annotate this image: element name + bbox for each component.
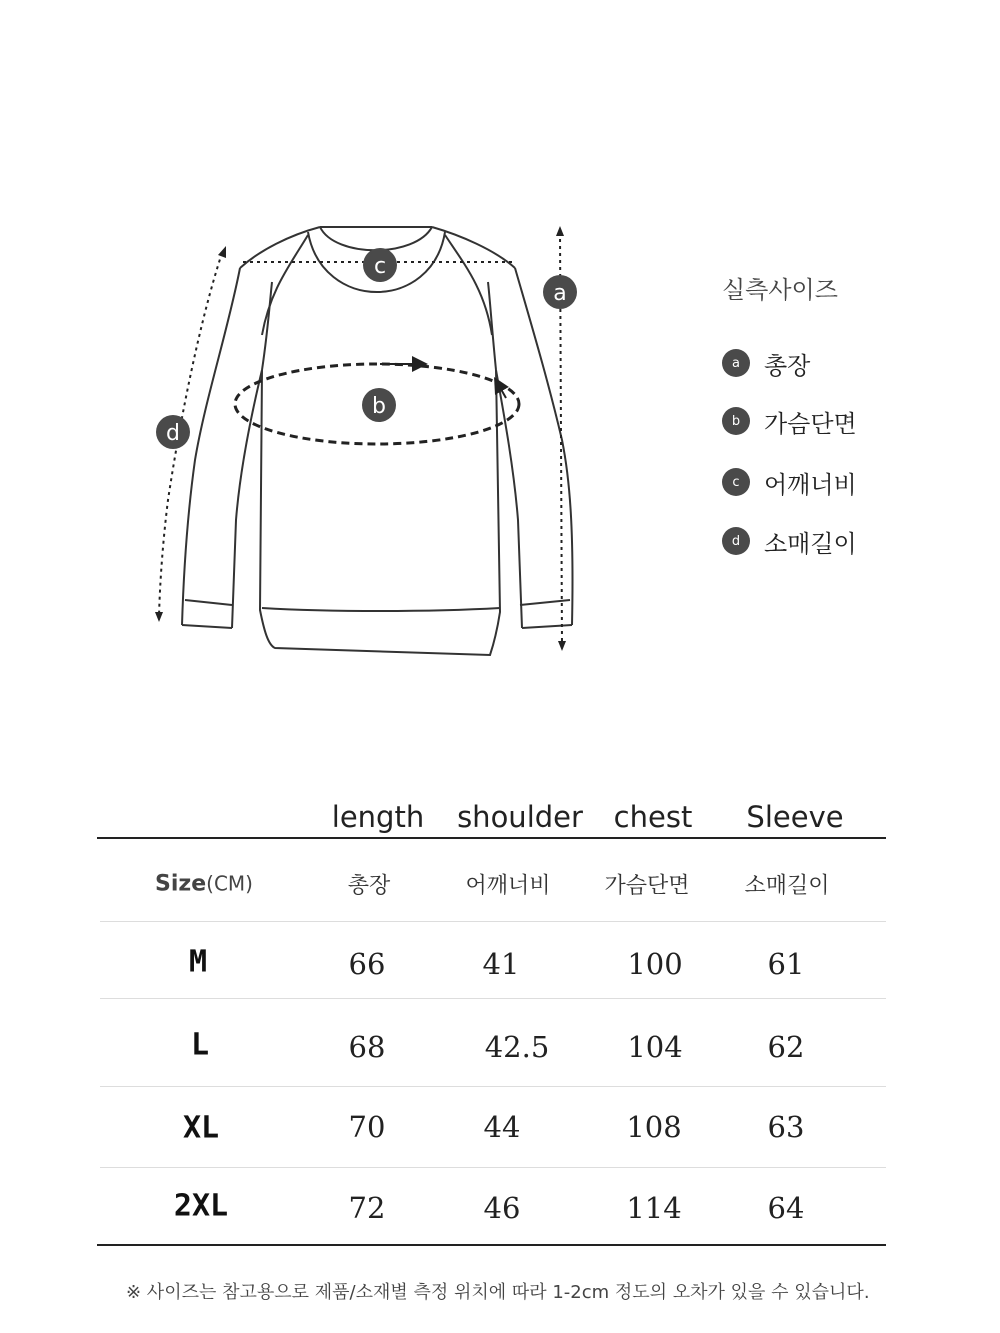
header-sleeve: 소매길이	[744, 873, 830, 899]
size-unit-header	[155, 872, 253, 897]
legend-title: 실측사이즈	[722, 276, 838, 304]
size-name: XL	[182, 1110, 220, 1146]
badge-d-icon: d	[722, 527, 750, 555]
marker-a-label: a	[553, 281, 567, 306]
legend-label-sleeve: 소매길이	[764, 529, 857, 558]
shoulder-value: 46	[483, 1191, 521, 1225]
length-value: 68	[348, 1030, 386, 1064]
shoulder-value: 41	[482, 947, 520, 981]
shoulder-value: 44	[483, 1110, 521, 1144]
marker-c-label: c	[373, 254, 387, 279]
marker-b-label: b	[372, 394, 386, 419]
legend-item-chest	[722, 404, 857, 438]
length-value: 72	[348, 1191, 386, 1225]
shoulder-value: 42.5	[484, 1030, 550, 1064]
english-header-sleeve: Sleeve	[746, 800, 844, 834]
badge-b-icon: b	[722, 407, 750, 435]
marker-d-label: d	[166, 421, 180, 446]
english-header-shoulder: shoulder	[457, 800, 583, 834]
badge-c-icon: c	[722, 468, 750, 496]
length-value: 70	[348, 1110, 386, 1144]
row-divider	[100, 1086, 886, 1087]
size-header-label: Size	[155, 871, 207, 897]
legend-item-length	[722, 346, 810, 380]
english-header-chest: chest	[613, 800, 693, 834]
chest-value: 108	[626, 1110, 682, 1144]
size-name: M	[188, 944, 208, 980]
english-header-length: length	[331, 800, 425, 834]
table-bottom-rule	[97, 1244, 886, 1246]
legend-label-length: 총장	[764, 351, 811, 380]
chest-value: 100	[627, 947, 683, 981]
legend-label-chest: 가슴단면	[764, 409, 857, 438]
sleeve-value: 63	[767, 1110, 805, 1144]
size-name: L	[190, 1027, 210, 1063]
chest-indicator	[235, 364, 519, 444]
badge-a-icon: a	[722, 349, 750, 377]
header-chest: 가슴단면	[604, 873, 690, 899]
header-shoulder: 어깨너비	[465, 873, 551, 899]
sleeve-length-indicator	[155, 246, 226, 622]
sleeve-value: 62	[767, 1030, 805, 1064]
row-divider	[100, 998, 886, 999]
sleeve-value: 64	[767, 1191, 805, 1225]
unit-header-label: (CM)	[206, 871, 253, 896]
size-name: 2XL	[173, 1188, 229, 1224]
chest-value: 104	[627, 1030, 683, 1064]
row-divider	[100, 1167, 886, 1168]
sweatshirt-outline	[182, 227, 573, 655]
table-top-rule	[97, 837, 886, 839]
legend-label-shoulder: 어깨너비	[764, 470, 857, 499]
header-divider	[100, 921, 886, 922]
legend-item-sleeve	[722, 524, 857, 558]
header-length: 총장	[347, 873, 391, 899]
legend-item-shoulder	[722, 465, 857, 499]
length-value: 66	[348, 947, 386, 981]
chest-value: 114	[626, 1191, 682, 1225]
measurement-disclaimer: ※ 사이즈는 참고용으로 제품/소재별 측정 위치에 따라 1-2cm 정도의 오차가 있을 수 있습니다.	[126, 1282, 870, 1303]
sleeve-value: 61	[767, 947, 805, 981]
